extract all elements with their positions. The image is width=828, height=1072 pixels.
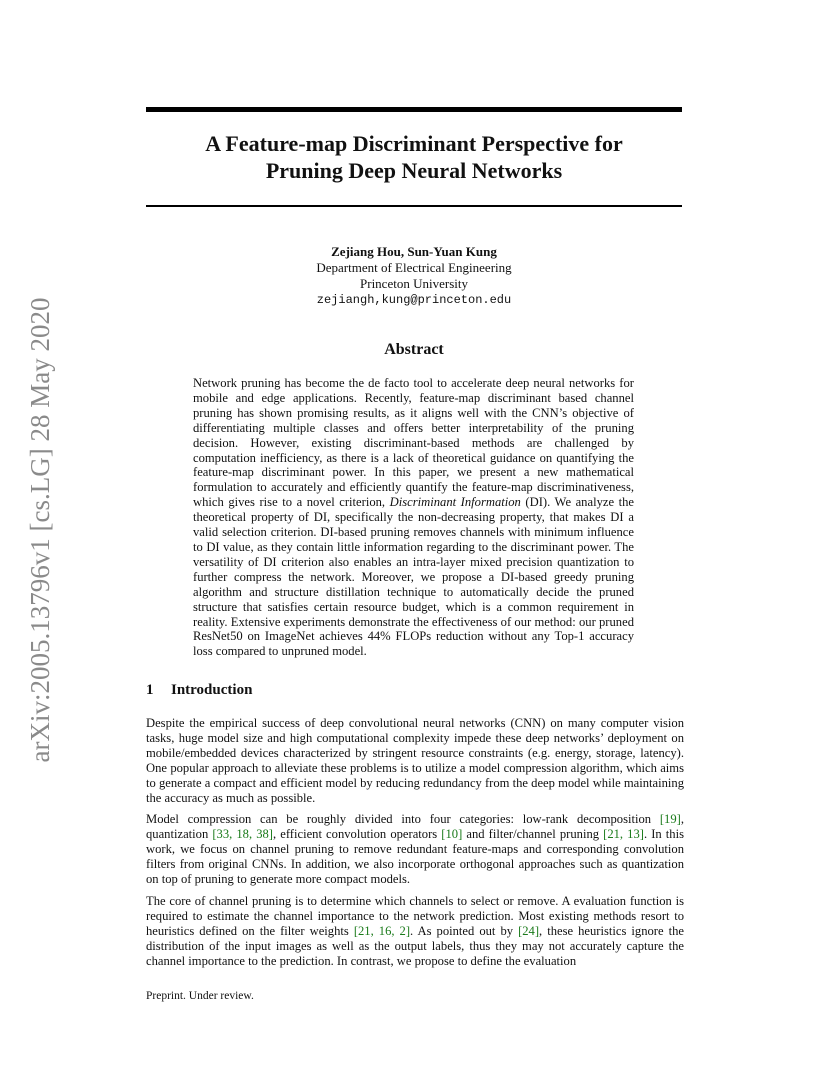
intro-paragraph-3 [146,894,684,969]
paper-title [146,130,682,184]
p2-text-a: Model compression can be roughly divided into four categories: low-rank decomposition [146,812,660,827]
section-heading-introduction [146,682,682,699]
abstract-text [193,376,634,659]
title-line-2: Pruning Deep Neural Networks [265,158,563,183]
p3-text-c: , these heuristics ignore the distribution of the input images as well as the output labels, thus they may not accurately capture the channel importance to the prediction. In contrast, we propose to define the evaluation [146,923,684,968]
introduction-body [146,716,684,976]
section-title: Introduction [171,682,253,698]
intro-paragraph-2 [146,812,684,887]
title-line-1: A Feature-map Discriminant Perspective for [205,131,623,156]
p2-text-c: , efficient convolution operators [273,827,442,842]
p2-text-b: , quantization [146,812,684,842]
author-university: Princeton University [360,276,468,291]
citation-link[interactable]: [24] [518,923,540,938]
arxiv-stamp: arXiv:2005.13796v1 [cs.LG] 28 May 2020 [25,297,55,763]
author-email: zejiangh,kung@princeton.edu [316,293,512,307]
author-block [146,244,682,308]
section-number: 1 [146,682,154,698]
abstract-text-part-1: Network pruning has become the de facto tool to accelerate deep neural networks for mobile and edge applications. Recently, feature-map discriminant based channel pruning has shown promising results, as it aligns well with the CNN’s objective of differentiating multiple classes and offers better interpretability of the pruning decision. However, existing discriminant-based methods are challenged by computation inefficiency, as there is a lack of theoretical guidance on quantifying the feature-map discriminant power. In this paper, we present a new mathematical formulation to accurately and efficiently quantify the feature-map discriminativeness, which gives rise to a novel criterion, [193,376,634,510]
footer-note: Preprint. Under review. [146,990,254,1002]
abstract-emphasis: Discriminant Information [389,495,521,510]
citation-link[interactable]: [21, 16, 2] [353,923,411,938]
p2-text-e: . In this work, we focus on channel pruning to remove redundant feature-maps and corresponding convolution filters from original CNNs. In addition, we also incorporate orthogonal approaches such as quantization on top of pruning to generate more compact models. [146,827,684,887]
title-rule-bottom [146,205,682,207]
citation-link[interactable]: [21, 13] [603,827,644,842]
author-department: Department of Electrical Engineering [316,260,512,275]
citation-link[interactable]: [33, 18, 38] [212,827,273,842]
citation-link[interactable]: [10] [441,827,463,842]
title-rule-top [146,107,682,112]
abstract-heading: Abstract [384,341,444,358]
citation-link[interactable]: [19] [659,812,681,827]
abstract-text-part-2: (DI). We analyze the theoretical property of DI, specifically the non-decreasing property, that makes DI a valid selection criterion. DI-based pruning removes channels with minimum influence to DI value, as they contain little information regarding to the discriminant power. The versatility of DI criterion also enables an intra-layer mixed precision quantization to further compress the network. Moreover, we propose a DI-based greedy pruning algorithm and structure distillation technique to automatically decide the pruned structure that satisfies certain resource budget, which is a common requirement in reality. Extensive experiments demonstrate the effectiveness of our method: our pruned ResNet50 on ImageNet achieves 44% FLOPs reduction without any Top-1 accuracy loss compared to unpruned model. [193,495,634,659]
author-names: Zejiang Hou, Sun-Yuan Kung [331,244,497,259]
p2-text-d: and filter/channel pruning [462,827,604,842]
intro-paragraph-1: Despite the empirical success of deep convolutional neural networks (CNN) on many computer vision tasks, huge model size and high computational complexity impede these deep networks’ deployment on mobile/embedded devices characterized by stringent resource constraints (e.g. energy, storage, latency). One popular approach to alleviate these problems is to utilize a model compression algorithm, which aims to generate a compact and efficient model by reducing redundancy from the deep model while maintaining the accuracy as much as possible. [146,716,684,805]
p3-text-a: The core of channel pruning is to determine which channels to select or remove. A evaluation function is required to estimate the channel importance to the network prediction. Most existing methods resort to heuristics defined on the filter weights [146,893,684,938]
p3-text-b: . As pointed out by [410,923,519,938]
